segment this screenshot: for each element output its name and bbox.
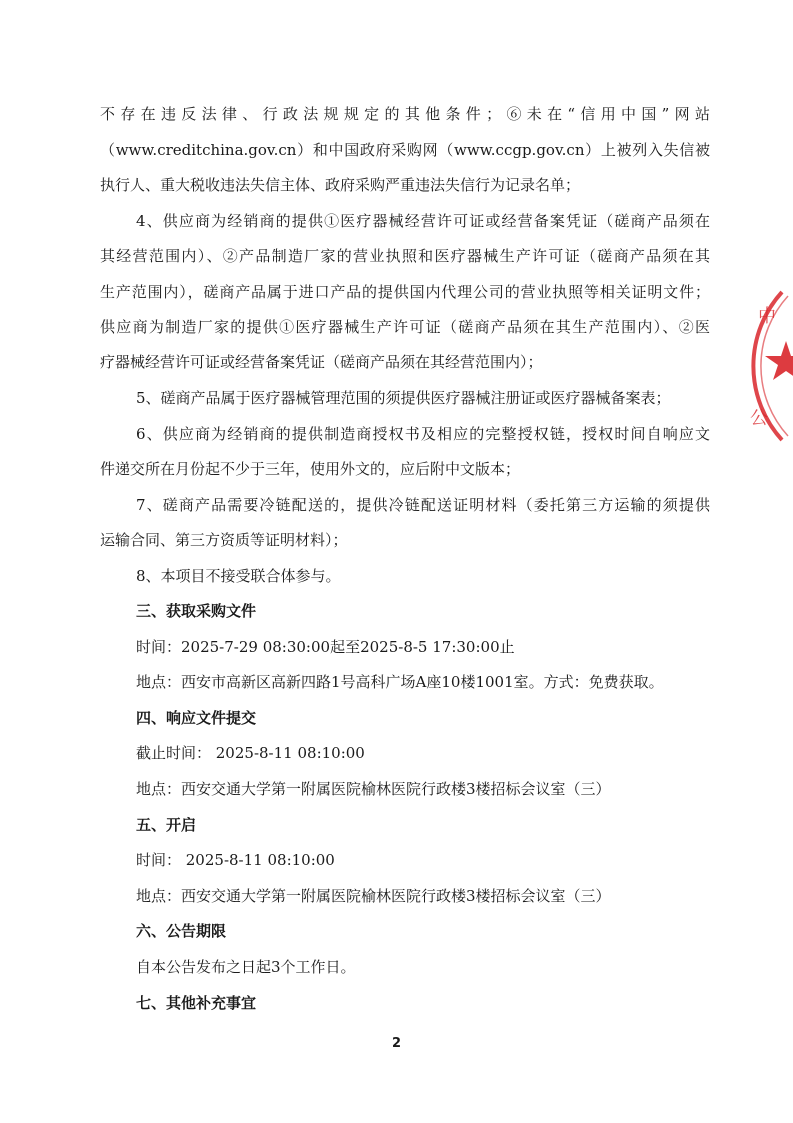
paragraph-line: 疗器械经营许可证或经营备案凭证（磋商产品须在其经营范围内）； — [100, 353, 543, 371]
official-seal-stamp — [738, 286, 793, 446]
section-heading-3: 三、获取采购文件 — [136, 602, 257, 620]
requirement-item-7: 7、磋商产品需要冷链配送的，提供冷链配送证明材料（委托第三方运输的须提供 — [136, 496, 710, 514]
paragraph-line: （www.creditchina.gov.cn）和中国政府采购网（www.ccgp.gov.cn）上被列入失信被 — [100, 141, 710, 159]
section-heading-7: 七、其他补充事宜 — [136, 994, 257, 1012]
section5-time: 时间： 2025-8-11 08:10:00 — [136, 851, 335, 869]
section-heading-6: 六、公告期限 — [136, 922, 227, 940]
section-heading-4: 四、响应文件提交 — [136, 709, 257, 727]
section4-deadline: 截止时间： 2025-8-11 08:10:00 — [136, 744, 365, 762]
section6-text: 自本公告发布之日起3个工作日。 — [136, 958, 356, 976]
paragraph-line: 不存在违反法律、行政法规规定的其他条件；⑥未在“信用中国”网站 — [100, 105, 710, 123]
section3-time: 时间：2025-7-29 08:30:00起至2025-8-5 17:30:00止 — [136, 638, 515, 656]
requirement-item-8: 8、本项目不接受联合体参与。 — [136, 567, 341, 585]
paragraph-line: 件递交所在月份起不少于三年，使用外文的，应后附中文版本； — [100, 460, 521, 478]
section3-place: 地点：西安市高新区高新四路1号高科广场A座10楼1001室。方式：免费获取。 — [136, 673, 664, 691]
page-number: 2 — [391, 1036, 402, 1051]
paragraph-line: 执行人、重大税收违法失信主体、政府采购严重违法失信行为记录名单； — [100, 176, 581, 194]
paragraph-line: 其经营范围内）、②产品制造厂家的营业执照和医疗器械生产许可证（磋商产品须在其 — [100, 247, 710, 265]
paragraph-line: 运输合同、第三方资质等证明材料）； — [100, 531, 348, 549]
svg-text:公: 公 — [750, 408, 768, 429]
paragraph-line: 生产范围内），磋商产品属于进口产品的提供国内代理公司的营业执照等相关证明文件； — [100, 283, 710, 301]
paragraph-line: 供应商为制造厂家的提供①医疗器械生产许可证（磋商产品须在其生产范围内）、②医 — [100, 318, 710, 336]
requirement-item-4: 4、供应商为经销商的提供①医疗器械经营许可证或经营备案凭证（磋商产品须在 — [136, 212, 710, 230]
requirement-item-6: 6、供应商为经销商的提供制造商授权书及相应的完整授权链，授权时间自响应文 — [136, 425, 710, 443]
requirement-item-5: 5、磋商产品属于医疗器械管理范围的须提供医疗器械注册证或医疗器械备案表； — [136, 389, 671, 407]
section4-place: 地点：西安交通大学第一附属医院榆林医院行政楼3楼招标会议室（三） — [136, 780, 611, 798]
section-heading-5: 五、开启 — [136, 816, 197, 834]
section5-place: 地点：西安交通大学第一附属医院榆林医院行政楼3楼招标会议室（三） — [136, 887, 611, 905]
svg-text:中: 中 — [758, 306, 776, 327]
